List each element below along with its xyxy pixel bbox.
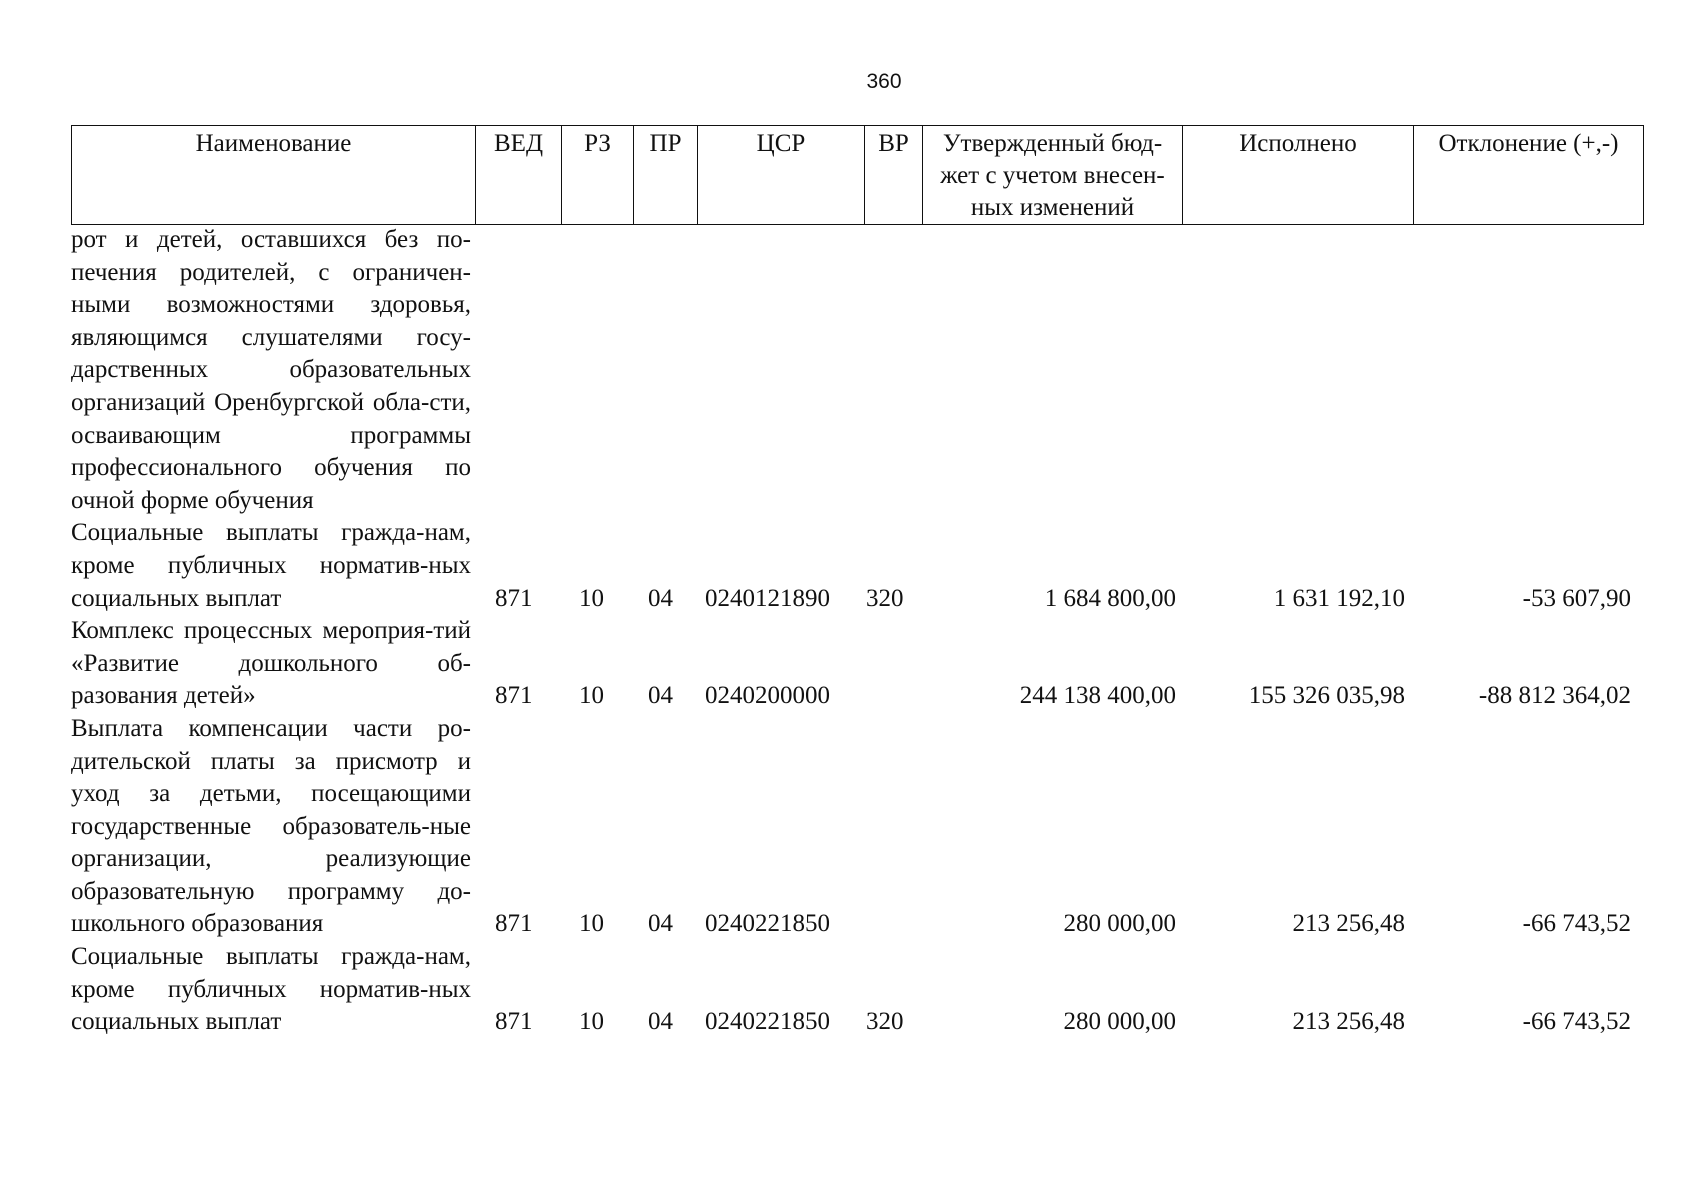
table-header — [71, 125, 1644, 225]
row-executed: 1 631 192,10 — [1273, 584, 1405, 612]
row-deviation: -53 607,90 — [1522, 584, 1631, 612]
row-csr: 0240121890 — [705, 584, 830, 612]
page-number: 360 — [866, 70, 902, 93]
header-name: Наименование — [72, 126, 476, 225]
table-row — [71, 713, 1631, 941]
header-rz: РЗ — [562, 126, 634, 225]
row-ved: 871 — [495, 584, 533, 612]
row-name: рот и детей, оставшихся без по-печения родителей, с ограничен-ными возможностями здоровья, являющимся слушателями госу-дарственных образовательных организаций Оренбургской обла-сти, осваивающим программы профессионального обучения по очной форме обучения — [71, 226, 471, 514]
row-budget: 280 000,00 — [1063, 1008, 1176, 1036]
table-row — [71, 224, 1631, 517]
table-row — [71, 941, 1631, 1039]
row-csr: 0240221850 — [705, 910, 830, 938]
row-rz: 10 — [579, 584, 604, 612]
header-budget: Утвержденный бюд-жет с учетом внесен-ных изменений — [923, 126, 1183, 225]
table-row — [71, 517, 1631, 615]
row-pr: 04 — [648, 682, 673, 710]
row-budget: 280 000,00 — [1063, 910, 1176, 938]
row-rz: 10 — [579, 682, 604, 710]
row-executed: 155 326 035,98 — [1248, 682, 1405, 710]
row-vr: 320 — [866, 1008, 904, 1036]
row-executed: 213 256,48 — [1292, 1008, 1405, 1036]
row-rz: 10 — [579, 1008, 604, 1036]
row-name: Выплата компенсации части ро-дительской платы за присмотр и уход за детьми, посещающими государственные образователь-ные организации, реализующие образовательную программу до-школьного образования — [71, 714, 471, 938]
row-name: Социальные выплаты гражда-нам, кроме публичных норматив-ных социальных выплат — [71, 519, 471, 612]
header-csr: ЦСР — [698, 126, 865, 225]
row-ved: 871 — [495, 682, 533, 710]
header-executed: Исполнено — [1183, 126, 1414, 225]
row-name: Социальные выплаты гражда-нам, кроме публичных норматив-ных социальных выплат — [71, 943, 471, 1036]
header-vr: ВР — [865, 126, 923, 225]
row-rz: 10 — [579, 910, 604, 938]
row-budget: 244 138 400,00 — [1019, 682, 1176, 710]
row-budget: 1 684 800,00 — [1044, 584, 1176, 612]
row-deviation: -66 743,52 — [1522, 1008, 1631, 1036]
row-pr: 04 — [648, 584, 673, 612]
row-ved: 871 — [495, 1008, 533, 1036]
row-executed: 213 256,48 — [1292, 910, 1405, 938]
row-name: Комплекс процессных мероприя-тий «Развитие дошкольного об-разования детей» — [71, 617, 471, 710]
header-ved: ВЕД — [476, 126, 562, 225]
row-deviation: -66 743,52 — [1522, 910, 1631, 938]
row-pr: 04 — [648, 910, 673, 938]
header-deviation: Отклонение (+,-) — [1414, 126, 1644, 225]
header-pr: ПР — [634, 126, 698, 225]
row-vr: 320 — [866, 584, 904, 612]
row-ved: 871 — [495, 910, 533, 938]
table-row — [71, 615, 1631, 713]
row-pr: 04 — [648, 1008, 673, 1036]
table-body — [71, 224, 1631, 1039]
row-csr: 0240200000 — [705, 682, 830, 710]
row-deviation: -88 812 364,02 — [1478, 682, 1631, 710]
row-csr: 0240221850 — [705, 1008, 830, 1036]
